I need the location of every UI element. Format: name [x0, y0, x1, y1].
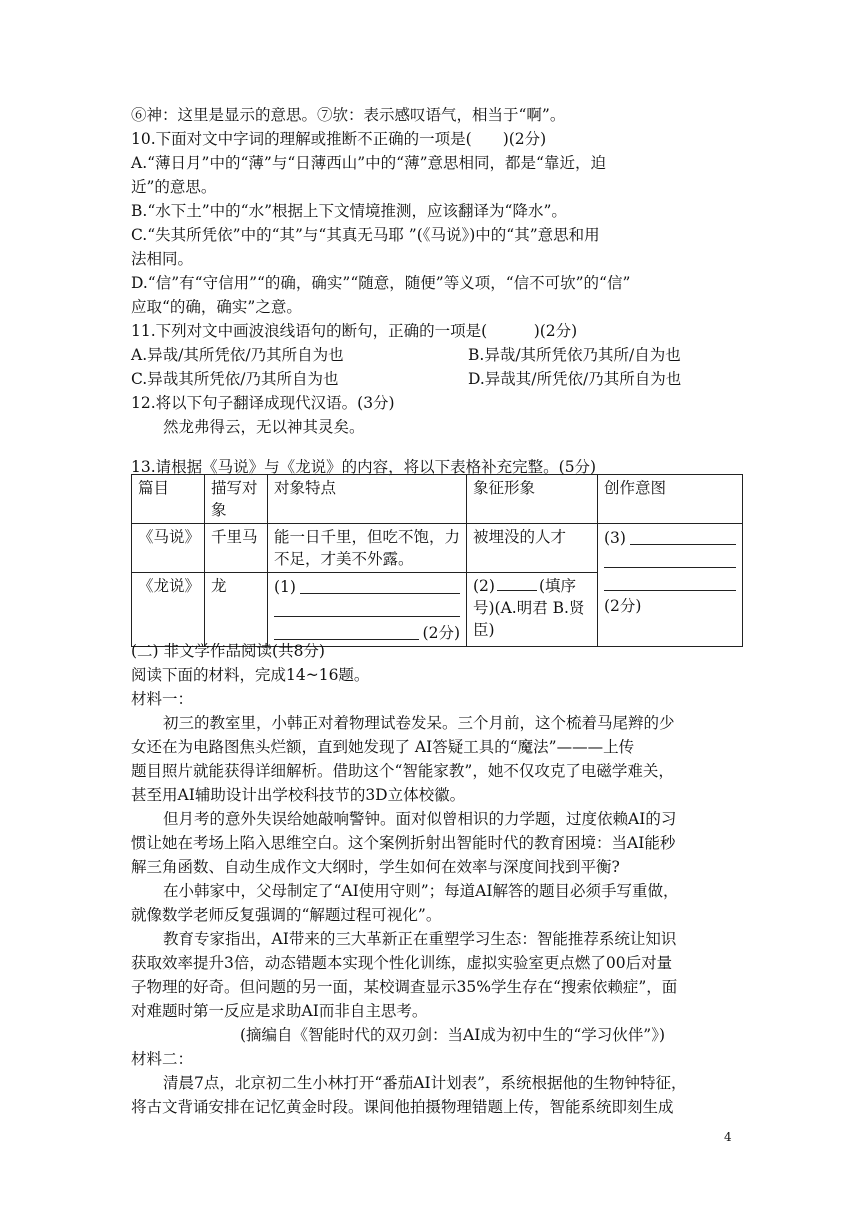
feature-blank-1[interactable]: [300, 575, 460, 594]
q10-option-d-cont: 应取“的确，确实”之意。: [131, 298, 302, 316]
m1-para-line: 在小韩家中，父母制定了“AI使用守则”；每道AI解答的题目必须手写重做，: [163, 882, 679, 900]
q10-option-d: D.“信”有“守信用”“的确，确实”“随意，随便”等义项，“信不可欤”的“信”: [131, 274, 631, 292]
symbol-blank[interactable]: [497, 576, 537, 591]
q10-option-b: B.“水下土”中的“水”根据上下文情境推测，应该翻译为“降水”。: [131, 202, 567, 220]
symbol-hint: (填序号)(A.明君 B.贤臣): [473, 577, 585, 639]
intent-blank-1[interactable]: [630, 526, 736, 545]
feature-blank-3[interactable]: [274, 621, 419, 640]
feature-score: (2分): [422, 624, 460, 642]
m1-para-line: 但月考的意外失误给她敲响警钟。面对似曾相识的力学题，过度依赖AI的习: [163, 810, 677, 828]
header-intent: 创作意图: [598, 475, 743, 524]
intent-blank-2[interactable]: [604, 549, 736, 568]
table-row: [132, 524, 743, 573]
q11-option-b: B.异哉/其所凭依乃其所/自为也: [468, 346, 681, 364]
intent-answer-cell: [598, 524, 743, 647]
q12-sentence: 然龙弗得云，无以神其灵矣。: [163, 418, 365, 436]
material-2-label: 材料二：: [131, 1050, 194, 1068]
m2-para-line: 将古文背诵安排在记忆黄金时段。课间他拍摄物理错题上传，智能系统即刻生成: [131, 1098, 674, 1116]
q10-option-c-cont: 法相同。: [131, 250, 194, 268]
m1-para-line: 就像数学老师反复强调的“解题过程可视化”。: [131, 906, 442, 924]
intent-label: (3): [604, 529, 626, 547]
m1-para-line: 甚至用AI辅助设计出学校科技节的3D立体校徽。: [131, 786, 466, 804]
m1-para-line: 教育专家指出，AI带来的三大革新正在重塑学习生态：智能推荐系统让知识: [163, 930, 677, 948]
question-11-prompt: 11.下列对文中画波浪线语句的断句，正确的一项是( )(2分): [131, 322, 578, 340]
question-10-prompt: 10.下面对文中字词的理解或推断不正确的一项是( )(2分): [131, 130, 547, 148]
header-object: 描写对象: [205, 475, 268, 524]
row1-feature: 能一日千里，但吃不饱，力不足，才美不外露。: [268, 524, 467, 573]
q10-option-a-cont: 近”的意思。: [131, 178, 217, 196]
q11-option-d: D.异哉其/所凭依/乃其所自为也: [468, 370, 682, 388]
section-2-instruction: 阅读下面的材料，完成14~16题。: [131, 666, 370, 684]
q10-option-a: A.“薄日月”中的“薄”与“日薄西山”中的“薄”意思相同，都是“靠近，迫: [131, 154, 606, 172]
row1-symbol: 被埋没的人才: [467, 524, 598, 573]
note-line: ⑥神：这里是显示的意思。⑦欤：表示感叹语气，相当于“啊”。: [131, 106, 566, 124]
m1-para-line: 对难题时第一反应是求助AI而非自主思考。: [131, 1002, 428, 1020]
row2-symbol-cell: [467, 573, 598, 647]
page-number: 4: [724, 1130, 732, 1144]
question-13-prompt: 13.请根据《马说》与《龙说》的内容，将以下表格补充完整。(5分): [131, 458, 597, 476]
row1-object: 千里马: [205, 524, 268, 573]
m1-para-line: 题目照片就能获得详细解析。借助这个“智能家教”，她不仅攻克了电磁学难关，: [131, 762, 674, 780]
header-symbol: 象征形象: [467, 475, 598, 524]
header-title: 篇目: [132, 475, 205, 524]
row2-object: 龙: [205, 573, 268, 647]
m2-para-line: 清晨7点，北京初二生小林打开“番茄AI计划表”，系统根据他的生物钟特征，: [163, 1074, 687, 1092]
m1-para-line: 子物理的好奇。但问题的另一面，某校调查显示35%学生存在“搜索依赖症”，面: [131, 978, 678, 996]
q10-option-c: C.“失其所凭依”中的“其”与“其真无马耶 ”(《马说》)中的“其”意思和用: [131, 226, 600, 244]
m1-para-line: 女还在为电路图焦头烂额，直到她发现了 AI答疑工具的“魔法”———上传: [131, 738, 635, 756]
row1-title: 《马说》: [132, 524, 205, 573]
intent-blank-3[interactable]: [604, 572, 736, 591]
material-1-source: (摘编自《智能时代的双刃剑：当AI成为初中生的“学习伙伴”》): [240, 1026, 666, 1044]
m1-para-line: 惯让她在考场上陷入思维空白。这个案例折射出智能时代的教育困境：当AI能秒: [131, 834, 676, 852]
material-1-label: 材料一：: [131, 690, 194, 708]
m1-para-line: 初三的教室里，小韩正对着物理试卷发呆。三个月前，这个梳着马尾辫的少: [163, 714, 675, 732]
row2-title: 《龙说》: [132, 573, 205, 647]
m1-para-line: 解三角函数、自动生成作文大纲时，学生如何在效率与深度间找到平衡?: [131, 858, 620, 876]
feature-label: (1): [274, 578, 296, 596]
m1-para-line: 获取效率提升3倍，动态错题本实现个性化训练，虚拟实验室更点燃了00后对量: [131, 954, 673, 972]
feature-blank-2[interactable]: [274, 598, 460, 617]
q11-option-c: C.异哉其所凭依/乃其所自为也: [131, 370, 339, 388]
symbol-label: (2): [473, 577, 495, 595]
q13-table: [131, 474, 743, 647]
intent-score: (2分): [604, 597, 642, 615]
q11-option-a: A.异哉/其所凭依/乃其所自为也: [131, 346, 344, 364]
section-2-heading: (二) 非文学作品阅读(共8分): [131, 642, 325, 660]
row2-feature-cell: [268, 573, 467, 647]
table-header-row: [132, 475, 743, 524]
question-12-prompt: 12.将以下句子翻译成现代汉语。(3分): [131, 394, 395, 412]
header-feature: 对象特点: [268, 475, 467, 524]
